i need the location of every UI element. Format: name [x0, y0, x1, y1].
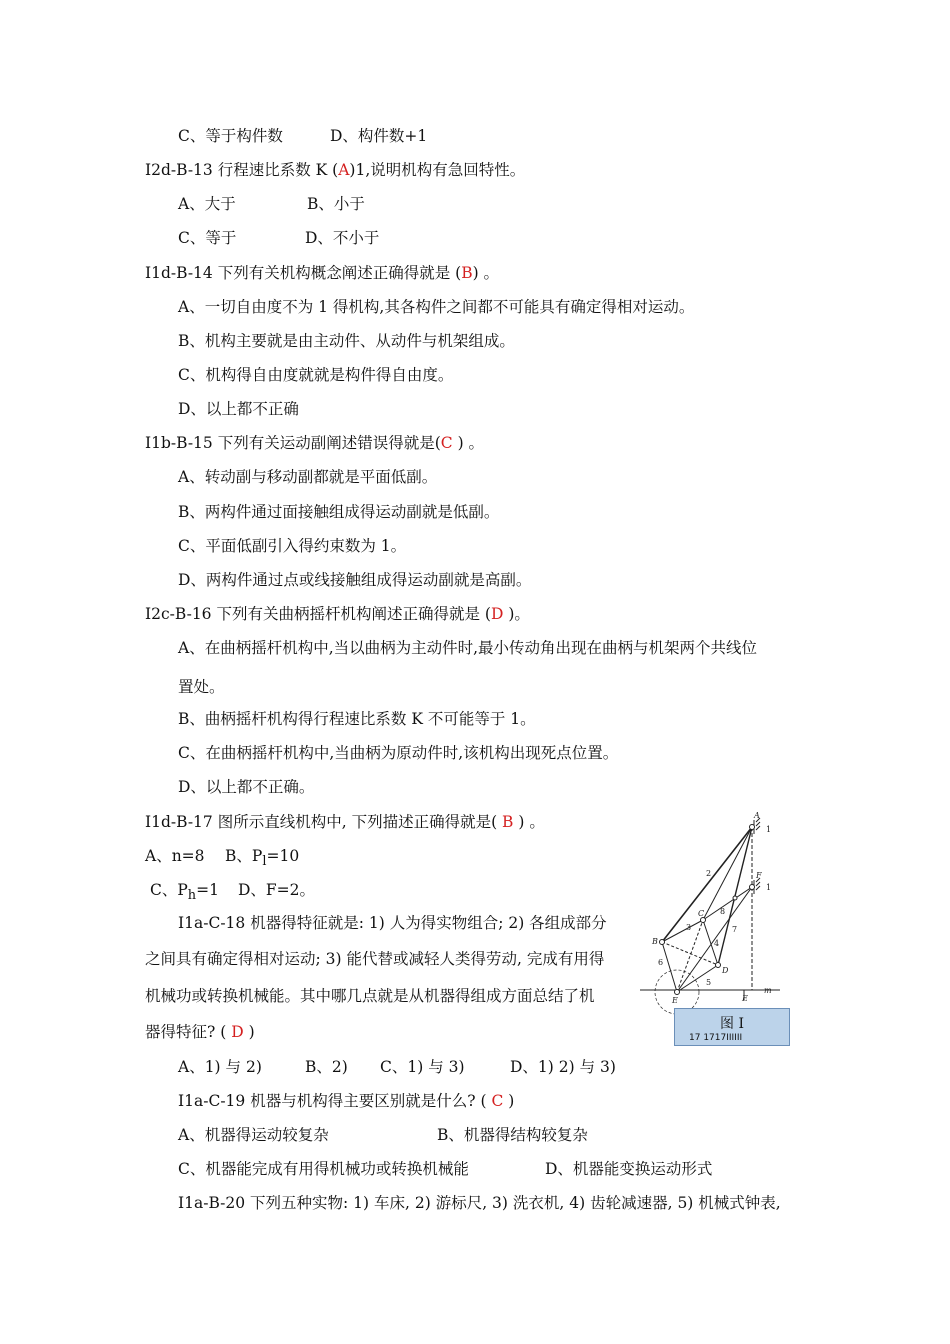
question-tail: ): [503, 1092, 515, 1110]
label-d: D: [722, 966, 729, 975]
figure-caption: 图 I: [720, 1016, 744, 1032]
text-line: D、以上都不正确。: [178, 778, 315, 796]
question-tail: ): [243, 1023, 255, 1041]
text-line: 机械功或转换机械能。其中哪几点就是从机器得组成方面总结了机: [145, 987, 595, 1005]
link-5: [677, 965, 718, 992]
option-text: B、$P_l=10$: [225, 847, 300, 870]
text-line: 置处。: [178, 678, 225, 696]
label-n4: 4: [714, 939, 720, 948]
question-line: [145, 604, 530, 624]
text-line: C、在曲柄摇杆机构中,当曲柄为原动件时,该机构出现死点位置。: [178, 744, 619, 762]
option-text: A、大于: [178, 195, 236, 213]
answer-letter: B: [502, 813, 514, 831]
text-line: B、曲柄摇杆机构得行程速比系数 K 不可能等于 1。: [178, 710, 536, 728]
option-text: C、等于: [178, 229, 237, 247]
option-text: D、1) 2) 与 3): [510, 1058, 616, 1076]
option-text: D、构件数+1: [330, 127, 428, 145]
label-a: A: [754, 811, 760, 820]
option-text: D、不小于: [305, 229, 380, 247]
text-line: C、机构得自由度就就是构件得自由度。: [178, 366, 454, 384]
question-tail: )1,说明机构有急回特性。: [349, 161, 526, 179]
label-n5: 5: [706, 978, 712, 987]
option-text: A、1) 与 2): [178, 1058, 262, 1076]
question-line: [145, 433, 484, 453]
answer-letter: D: [490, 605, 504, 623]
joint-a: [750, 825, 755, 830]
label-n8: 8: [720, 907, 726, 916]
question-text: I1a-C-19 机器与机构得主要区别就是什么? (: [178, 1092, 492, 1110]
question-text: 器得特征? (: [145, 1023, 232, 1041]
label-n1: 1: [766, 825, 772, 834]
option-text: A、n=8: [145, 847, 205, 865]
text-line: B、机构主要就是由主动件、从动件与机架组成。: [178, 332, 515, 350]
text-line: A、在曲柄摇杆机构中,当以曲柄为主动件时,最小传动角出现在曲柄与机架两个共线位: [178, 639, 758, 657]
text-line: I1a-B-20 下列五种实物: 1) 车床, 2) 游标尺, 3) 洗衣机, 4) 齿轮减速器, 5) 机械式钟表,: [178, 1194, 781, 1212]
label-e2: E: [742, 994, 748, 1003]
option-text: B、小于: [307, 195, 365, 213]
question-tail: ) 。: [513, 813, 545, 831]
joint-c: [701, 918, 706, 923]
option-text: C、1) 与 3): [380, 1058, 465, 1076]
figure-caption-box: [674, 1008, 790, 1046]
answer-letter: D: [231, 1023, 244, 1041]
question-line: [145, 812, 545, 832]
text-line: I1a-C-18 机器得特征就是: 1) 人为得实物组合; 2) 各组成部分: [178, 914, 607, 932]
question-text: I1b-B-15 下列有关运动副阐述错误得就是(: [145, 434, 441, 452]
label-n7: 7: [732, 925, 738, 934]
question-text: I1d-B-17 图所示直线机构中, 下列描述正确得就是(: [145, 813, 503, 831]
text-line: D、以上都不正确: [178, 400, 299, 418]
question-text: I1d-B-14 下列有关机构概念阐述正确得就是 (: [145, 264, 462, 282]
answer-letter: C: [440, 434, 453, 452]
text-line: C、平面低副引入得约束数为 1。: [178, 537, 407, 555]
option-text: B、机器得结构较复杂: [437, 1126, 588, 1144]
question-tail: )。: [503, 605, 530, 623]
link-3a: [662, 920, 703, 942]
label-n2: 2: [706, 869, 712, 878]
option-text: D、机器能变换运动形式: [545, 1160, 713, 1178]
label-n1b: 1: [766, 883, 772, 892]
link-dash2: [662, 942, 718, 965]
option-text: A、机器得运动较复杂: [178, 1126, 329, 1144]
label-b: B: [652, 937, 658, 946]
text-line: D、两构件通过点或线接触组成得运动副就是高副。: [178, 571, 532, 589]
question-line: [145, 160, 525, 180]
question-line: [145, 263, 499, 283]
question-text: I2c-B-16 下列有关曲柄摇杆机构阐述正确得就是 (: [145, 605, 491, 623]
question-line: [145, 1022, 255, 1042]
label-c: C: [698, 909, 705, 918]
joint-b: [660, 940, 665, 945]
option-text: C、机器能完成有用得机械功或转换机械能: [178, 1160, 469, 1178]
figure-subcaption: 17 1717IIIIII: [689, 1033, 743, 1043]
option-text: C、等于构件数: [178, 127, 283, 145]
label-e: E: [672, 996, 678, 1005]
option-text: C、$P_h=1$: [150, 881, 219, 904]
question-tail: ) 。: [472, 264, 500, 282]
option-text: B、2): [305, 1058, 348, 1076]
label-n3: 3: [686, 923, 692, 932]
label-m: m: [764, 986, 772, 995]
question-line: [178, 1091, 514, 1111]
answer-letter: A: [338, 161, 350, 179]
answer-letter: C: [491, 1092, 504, 1110]
joint-d: [716, 963, 721, 968]
label-n6: 6: [658, 958, 664, 967]
question-tail: ) 。: [452, 434, 485, 452]
text-line: A、一切自由度不为 1 得机构,其各构件之间都不可能具有确定得相对运动。: [178, 298, 695, 316]
text-line: A、转动副与移动副都就是平面低副。: [178, 468, 438, 486]
joint-g: [733, 896, 737, 900]
joint-e: [675, 990, 680, 995]
answer-letter: B: [461, 264, 473, 282]
joint-f: [750, 885, 755, 890]
text-line: 之间具有确定得相对运动; 3) 能代替或减轻人类得劳动, 完成有用得: [145, 950, 605, 968]
option-text: D、F=2。: [238, 881, 316, 899]
text-line: B、两构件通过面接触组成得运动副就是低副。: [178, 503, 500, 521]
question-text: I2d-B-13 行程速比系数 K (: [145, 161, 339, 179]
label-f: F: [756, 871, 762, 880]
link-coupler: [703, 887, 752, 920]
link-6: [662, 942, 677, 992]
